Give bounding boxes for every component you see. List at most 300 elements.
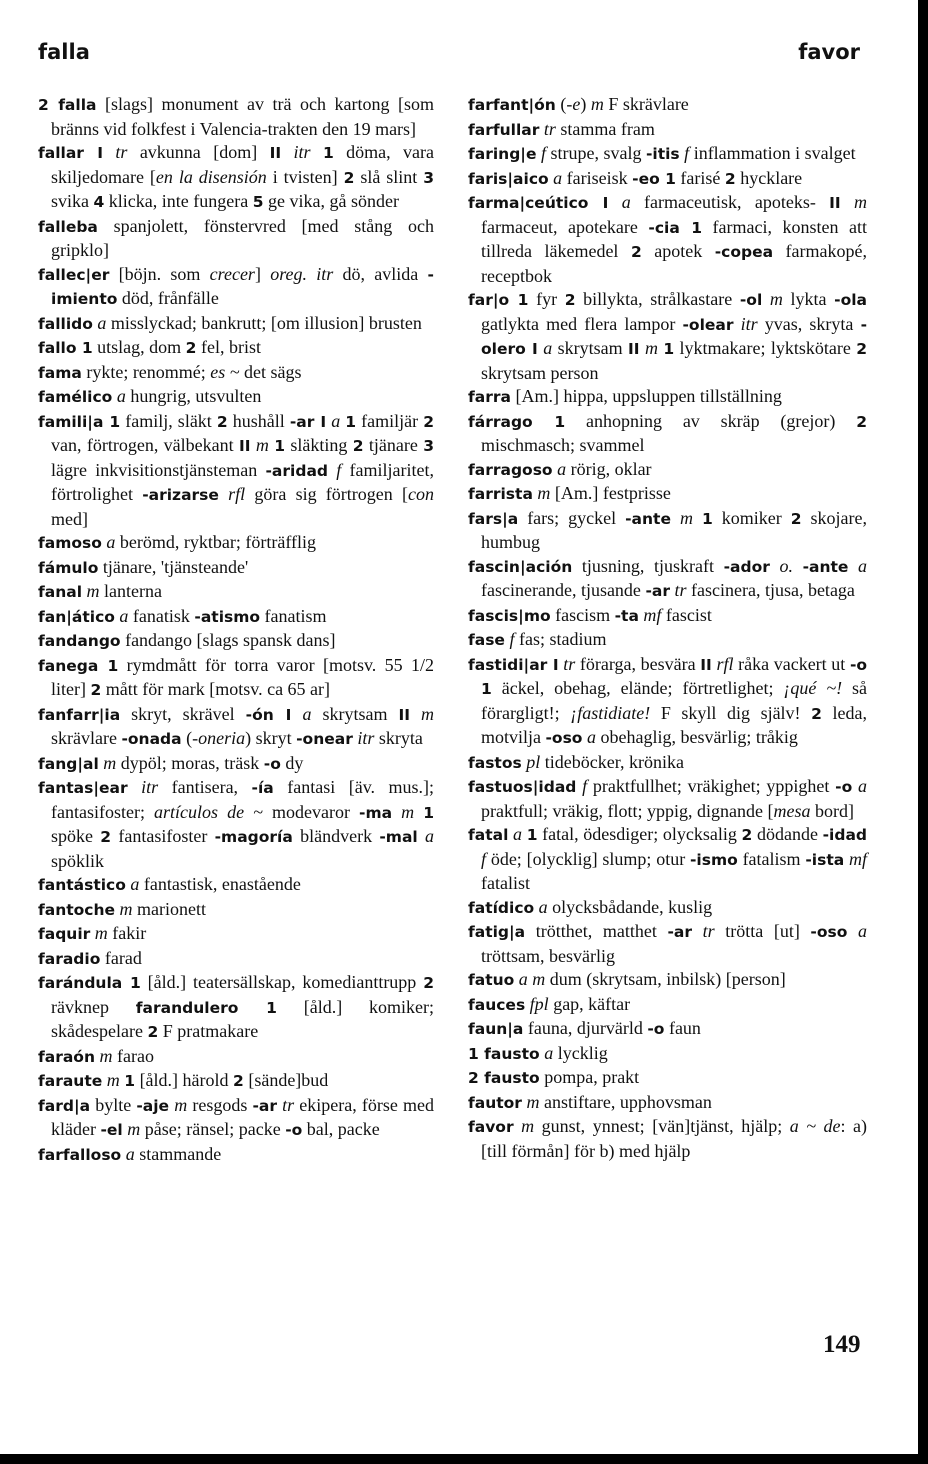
entry-text: a — [302, 703, 312, 724]
entry-text: fandango [slags spansk dans] — [120, 630, 336, 650]
entry-headword: 2 — [423, 974, 434, 992]
entry-headword: fanfarr|ia — [38, 705, 121, 724]
entry-text: fantisera, — [158, 777, 252, 797]
entry-text: -oneria — [192, 728, 246, 748]
entry-text: fatalist — [481, 873, 530, 893]
entry-text: con — [408, 484, 434, 504]
entry-headword: farrista — [468, 485, 533, 503]
entry-text: m — [94, 923, 108, 943]
entry-text: bord] — [810, 800, 854, 821]
entry-text: mischmasch; svammel — [481, 435, 645, 455]
entry-headword: 1 — [701, 509, 713, 528]
entry-text — [848, 556, 858, 576]
entry-text: klicka, inte fungera — [104, 191, 253, 211]
entry-text: a — [858, 555, 868, 576]
entry-text: anhopning av skräp (grejor) — [565, 410, 857, 431]
entry-text: bylte — [90, 1094, 137, 1115]
entry-text: m — [255, 435, 269, 455]
entry-text: dödande — [752, 824, 823, 844]
entry-text: a — [621, 192, 631, 212]
dictionary-entry — [38, 215, 434, 263]
entry-text: m — [106, 1070, 120, 1090]
entry-headword: 2 — [811, 704, 822, 723]
entry-headword: -arizarse — [142, 486, 219, 504]
entry-text: yvas, skryta — [757, 313, 861, 334]
dictionary-entry — [468, 555, 867, 604]
entry-text: rykte; renommé; — [81, 361, 211, 382]
entry-headword: II — [398, 705, 411, 724]
entry-headword: -el — [100, 1121, 123, 1139]
entry-headword: fascin|ación — [468, 557, 573, 576]
entry-headword: -ar — [667, 923, 692, 941]
entry-text: farao — [112, 1045, 154, 1066]
entry-text: rfl — [228, 484, 246, 504]
right-column — [468, 93, 867, 1163]
entry-text — [291, 704, 302, 724]
entry-headword: -aridad — [265, 461, 328, 480]
entry-text: [Am.] hippa, uppsluppen tillställning — [510, 386, 782, 406]
entry-text: a — [119, 605, 129, 626]
entry-headword: fallo 1 — [38, 339, 93, 357]
entry-headword: -aje — [136, 1096, 170, 1115]
entry-text: mesa — [773, 800, 811, 821]
entry-text: tr — [282, 1094, 295, 1115]
entry-headword: faradio — [38, 949, 101, 968]
dictionary-entry — [38, 336, 434, 361]
entry-text: fascism — [550, 604, 615, 625]
entry-text: mått för mark [motsv. ca 65 ar] — [101, 679, 331, 699]
entry-text: misslyckad; bankrutt; [om illusion] brusten — [106, 312, 422, 333]
entry-text: gatlykta med flera lampor — [481, 313, 683, 334]
entry-text: fatalism — [737, 848, 806, 869]
entry-text: a — [130, 874, 140, 894]
entry-text: fantasi [äv. mus.]; fantasifoster; — [51, 777, 435, 822]
entry-headword: -ante — [625, 509, 671, 528]
entry-text: rfl — [716, 653, 734, 674]
entry-headword: faring|e — [468, 145, 537, 163]
entry-text: skrytsam person — [481, 362, 599, 383]
entry-headword: fatídico — [468, 898, 535, 917]
entry-headword: 2 — [564, 291, 576, 309]
entry-text: leda, motvilja — [481, 702, 867, 747]
entry-text: a — [331, 410, 341, 431]
entry-text: m — [119, 898, 133, 919]
entry-headword: 1 — [322, 144, 334, 162]
entry-text — [414, 802, 423, 822]
entry-text — [734, 314, 741, 334]
entry-text: rävknep — [51, 996, 136, 1017]
entry-headword: -ma — [359, 803, 393, 822]
dictionary-entry — [468, 604, 867, 629]
entry-headword: -onada — [121, 730, 182, 748]
entry-headword: fastos — [468, 753, 522, 772]
dictionary-entry — [38, 873, 434, 898]
entry-text: billykta, strålkastare — [575, 289, 740, 309]
entry-headword: -ol — [739, 291, 763, 309]
entry-text: tr — [543, 118, 556, 139]
entry-text — [219, 484, 228, 504]
dictionary-entry — [468, 482, 867, 507]
entry-text: fascinera, tjusa, betaga — [686, 580, 855, 600]
entry-text: skojare, humbug — [481, 507, 868, 552]
entry-headword: -mal — [379, 828, 418, 846]
entry-text: berömd, ryktbar; förträfflig — [115, 532, 316, 552]
dictionary-entry — [468, 628, 867, 653]
entry-text: familjaritet, förtrolighet — [51, 459, 435, 504]
entry-text: fatal, ödesdiger; olycksalig — [537, 824, 742, 844]
dictionary-entry — [468, 385, 867, 410]
dictionary-entry — [38, 654, 434, 703]
entry-text: avkunna [dom] — [127, 142, 270, 162]
entry-text: mf — [849, 848, 868, 869]
dictionary-entry — [468, 93, 867, 118]
entry-headword: 2 fausto — [468, 1069, 540, 1087]
entry-text — [847, 921, 858, 941]
entry-text: trötthet, matthet — [525, 921, 668, 941]
entry-headword: 1 — [663, 340, 675, 358]
entry-headword: fallec|er — [38, 265, 110, 284]
entry-text: med] — [51, 508, 88, 529]
entry-headword: -eo 1 — [632, 169, 676, 188]
entry-text: strupe, svalg — [545, 143, 646, 163]
dictionary-entry — [468, 920, 867, 968]
entry-headword: 1 — [274, 437, 286, 455]
entry-headword: 1 — [345, 412, 357, 431]
entry-headword: farfullar — [468, 120, 540, 139]
entry-text: spöke — [51, 826, 101, 846]
dictionary-entry — [38, 385, 434, 410]
entry-text: utslag, dom — [92, 337, 186, 357]
entry-text: rörig, oklar — [566, 458, 652, 479]
entry-text: rymdmått för torra varor [motsv. 55 1/2 liter] — [51, 654, 434, 699]
dictionary-entry — [38, 580, 434, 605]
entry-text — [762, 289, 770, 309]
dictionary-entry — [38, 312, 434, 337]
entry-text: m — [854, 192, 868, 212]
entry-text: tröttsam, besvärlig — [481, 945, 615, 966]
entry-text: crecer — [209, 263, 255, 284]
entry-text: tjänare, 'tjänsteande' — [98, 556, 249, 577]
entry-text: ge vika, gå sönder — [263, 191, 400, 211]
entry-text: a — [557, 458, 567, 479]
entry-text: fantasifoster — [111, 826, 215, 846]
entry-text: f — [509, 629, 515, 649]
entry-text: itr — [293, 142, 311, 162]
entry-text: trötta [ut] — [714, 921, 811, 941]
entry-text: [böjn. som — [109, 263, 210, 284]
entry-text: pompa, prakt — [539, 1067, 640, 1087]
entry-headword: 1 fausto — [468, 1044, 540, 1063]
entry-text: skryta — [374, 728, 423, 748]
entry-headword: fantoche — [38, 900, 116, 919]
entry-text: fascinerande, tjusande — [481, 580, 646, 600]
entry-text: ekipera, förse med kläder — [51, 1094, 435, 1139]
entry-text: fpl — [529, 993, 549, 1014]
entry-headword: fastuos|idad — [468, 778, 577, 796]
entry-text: es ~ — [210, 361, 240, 382]
entry-text: m — [679, 507, 693, 528]
dictionary-entry — [468, 653, 867, 751]
page-number: 149 — [823, 1331, 861, 1358]
entry-headword: 1 — [124, 1072, 136, 1090]
entry-text — [514, 1116, 522, 1136]
entry-headword: II — [829, 194, 841, 212]
entry-headword: famoso — [38, 534, 102, 552]
entry-text: a m — [518, 969, 546, 989]
entry-headword: fatal — [468, 826, 509, 844]
entry-headword: -ola — [834, 291, 868, 309]
entry-text: f — [582, 776, 588, 796]
entry-headword: -idad — [822, 826, 868, 844]
entry-text: a — [858, 921, 867, 941]
entry-headword: farra — [468, 388, 511, 406]
entry-text: tr — [563, 653, 576, 674]
entry-text: apotek — [641, 241, 715, 261]
entry-text: ¡qué ~! — [783, 678, 843, 698]
entry-headword: -magoría — [214, 828, 293, 846]
entry-headword: fanega 1 — [38, 656, 119, 675]
entry-headword: 2 — [741, 826, 753, 844]
entry-text: det sägs — [239, 361, 302, 382]
entry-headword: -ta — [614, 606, 639, 625]
entry-text: a — [553, 167, 563, 188]
dictionary-entry — [468, 118, 867, 143]
entry-text: m — [590, 94, 604, 114]
entry-text: anstiftare, upphovsman — [539, 1091, 712, 1112]
entry-headword: fauces — [468, 995, 526, 1014]
entry-text: tjänare — [363, 435, 424, 455]
entry-text: slå slint — [354, 166, 424, 187]
entry-text: förarga, besvära — [575, 653, 701, 674]
entry-headword: fase — [468, 631, 505, 649]
entry-headword: 2 — [185, 339, 197, 357]
entry-headword: 1 — [423, 803, 435, 822]
entry-headword: -o — [285, 1121, 303, 1139]
dictionary-entry — [468, 1115, 867, 1163]
dictionary-entry — [38, 752, 434, 777]
entry-headword: 2 — [90, 681, 102, 699]
entry-text: ] — [254, 263, 271, 284]
entry-text: bal, packe — [302, 1119, 380, 1139]
entry-headword: II — [628, 340, 640, 358]
dictionary-entry — [38, 776, 434, 873]
entry-text: gap, käftar — [548, 993, 631, 1014]
entry-text: m — [421, 703, 435, 724]
entry-text: [slags] monument av trä och kartong [som bränns vid folkfest i Valencia-trakten den 19 mars] — [51, 94, 434, 139]
entry-text: spöklik — [51, 850, 105, 871]
entry-text: a — [97, 312, 107, 333]
entry-text: artículos de ~ — [154, 801, 263, 822]
dictionary-entry — [38, 141, 434, 215]
entry-text: dum (skrytsam, inbilsk) [person] — [545, 969, 786, 989]
entry-text: a — [543, 338, 553, 358]
entry-text: inflammation i svalget — [689, 143, 856, 163]
entry-headword: fan|ático — [38, 607, 115, 626]
entry-text: [Am.] festprisse — [550, 483, 671, 503]
entry-text: m — [174, 1094, 188, 1115]
entry-text: oreg. itr — [270, 263, 334, 284]
dictionary-entry — [468, 968, 867, 993]
entry-headword: 2 falla — [38, 96, 97, 114]
entry-headword: -ar I — [289, 412, 327, 431]
entry-headword: 3 — [423, 437, 435, 455]
entry-text: farisé — [675, 167, 725, 188]
entry-headword: faraute — [38, 1072, 103, 1090]
entry-headword: 2 — [100, 828, 112, 846]
dictionary-entry — [38, 605, 434, 630]
entry-text: i tvisten] — [266, 166, 344, 187]
entry-text: m — [99, 1045, 113, 1066]
entry-text — [793, 556, 803, 576]
dictionary-entry — [468, 1017, 867, 1042]
dictionary-entry — [38, 1045, 434, 1070]
entry-text — [410, 704, 421, 724]
entry-text — [841, 192, 854, 212]
entry-text: a ~ de — [789, 1116, 841, 1136]
entry-text — [693, 508, 702, 528]
entry-headword: II — [238, 437, 251, 455]
entry-text: farmaceut, apotekare — [481, 216, 649, 237]
entry-text: skryt, skrävel — [120, 703, 246, 724]
entry-headword: farfalloso — [38, 1145, 122, 1164]
entry-headword: -cia 1 — [648, 218, 703, 237]
entry-text — [608, 192, 621, 212]
entry-text: obehaglig, besvärlig; tråkig — [595, 727, 798, 747]
entry-headword: fatuo — [468, 971, 515, 989]
dictionary-entry — [468, 751, 867, 776]
entry-text: farmaci, konsten att tillreda läkemedel — [481, 216, 867, 261]
entry-headword: farfant|ón — [468, 96, 556, 114]
entry-headword: 2 — [856, 340, 868, 358]
dictionary-entry — [38, 93, 434, 141]
entry-text: fyr — [528, 289, 565, 309]
entry-text: marionett — [132, 898, 207, 919]
entry-text — [103, 142, 115, 162]
entry-headword: -ía — [251, 779, 274, 797]
entry-text: a — [544, 1042, 554, 1063]
entry-text: öde; [olycklig] slump; otur — [486, 848, 690, 869]
entry-headword: -oso — [810, 923, 848, 941]
entry-text: tideböcker, krönika — [540, 751, 684, 772]
entry-text: itr — [357, 728, 375, 748]
dictionary-entry — [38, 361, 434, 386]
dictionary-entry — [468, 993, 867, 1018]
entry-headword: -oso — [545, 729, 583, 747]
entry-text: m — [401, 801, 415, 822]
entry-text: så förargligt!; — [481, 678, 867, 723]
entry-headword: 2 — [790, 509, 802, 528]
entry-headword: fantas|ear — [38, 779, 128, 797]
dictionary-entry — [38, 1143, 434, 1168]
entry-headword: 2 — [343, 168, 355, 187]
entry-text: m — [127, 1119, 141, 1139]
entry-text: död, frånfälle — [117, 288, 219, 308]
entry-headword: -itis — [645, 145, 680, 163]
dictionary-entry — [468, 142, 867, 167]
entry-text: resgods — [187, 1094, 253, 1115]
entry-text: m — [103, 752, 117, 773]
entry-text: lyktmakare; lyktskötare — [674, 338, 857, 358]
entry-headword: -ón I — [245, 705, 292, 724]
entry-headword: -onear — [296, 730, 353, 748]
entry-headword: -atismo — [194, 607, 261, 626]
entry-headword: -copea — [714, 243, 774, 261]
entry-headword: -ante — [802, 557, 849, 576]
entry-text: a — [125, 1143, 135, 1164]
entry-headword: fámulo — [38, 558, 99, 577]
entry-text: a — [538, 896, 548, 917]
entry-headword: faquir — [38, 925, 91, 943]
entry-text: äckel, obehag, elände; förtretlighet; — [491, 678, 784, 698]
guideword-right: favor — [798, 40, 860, 64]
entry-headword: 1 — [526, 826, 538, 844]
entry-text: fel, brist — [196, 337, 261, 357]
entry-headword: fandango — [38, 632, 121, 650]
dictionary-entry — [38, 1094, 434, 1143]
entry-text: [sände]bud — [243, 1070, 329, 1090]
entry-text — [671, 508, 680, 528]
entry-text — [311, 142, 323, 162]
entry-text: göra sig förtrogen [ — [245, 484, 408, 504]
entry-text: dö, avlida — [333, 263, 428, 284]
entry-text — [392, 802, 401, 822]
entry-headword: favor — [468, 1118, 514, 1136]
entry-text: [åld.] komiker; skådespelare — [51, 996, 434, 1041]
entry-headword: farandulero 1 — [135, 998, 277, 1017]
entry-headword: fard|a — [38, 1096, 91, 1115]
entry-headword: farma|ceútico I — [468, 194, 609, 212]
entry-headword: 2 — [216, 412, 228, 431]
dictionary-entry — [38, 556, 434, 581]
entry-text: dy — [280, 752, 304, 773]
entry-headword: fastidi|ar I — [468, 655, 559, 674]
entry-text: fantastisk, enastående — [139, 874, 301, 894]
entry-text: fakir — [107, 923, 147, 943]
entry-text: familj, släkt — [120, 410, 217, 431]
entry-headword: farándula 1 — [38, 974, 141, 992]
dictionary-entry — [38, 971, 434, 1045]
entry-headword: fama — [38, 363, 82, 382]
entry-text: fanatisk — [128, 605, 195, 626]
entry-headword: 2 — [147, 1023, 159, 1041]
entry-text: m — [644, 338, 658, 358]
entry-headword: 2 — [352, 437, 364, 455]
entry-headword: fatig|a — [468, 923, 526, 941]
entry-headword: fars|a — [468, 509, 519, 528]
entry-text: f — [481, 848, 487, 869]
dictionary-entry — [38, 410, 434, 532]
entry-text: a — [425, 826, 434, 846]
dictionary-entry — [468, 288, 867, 385]
dictionary-entry — [38, 263, 434, 312]
entry-text: [åld.] härold — [135, 1070, 234, 1090]
entry-text: praktfull; vräkig, flott; yppig, dignande [ — [481, 800, 774, 821]
entry-headword: II — [269, 144, 282, 162]
entry-text: a — [858, 776, 867, 796]
entry-text: m — [526, 1091, 540, 1112]
dictionary-entry — [38, 703, 434, 752]
entry-text: stammande — [134, 1143, 222, 1164]
entry-headword: famélico — [38, 388, 113, 406]
entry-text: fas; stadium — [514, 629, 607, 649]
entry-text: ) — [580, 94, 591, 114]
entry-headword: fautor — [468, 1093, 522, 1112]
dictionary-entry — [468, 1066, 867, 1091]
left-column — [38, 93, 434, 1167]
entry-headword: fascis|mo — [468, 606, 551, 625]
entry-text: dypöl; moras, träsk — [116, 752, 264, 773]
entry-headword: -imiento — [51, 265, 434, 308]
